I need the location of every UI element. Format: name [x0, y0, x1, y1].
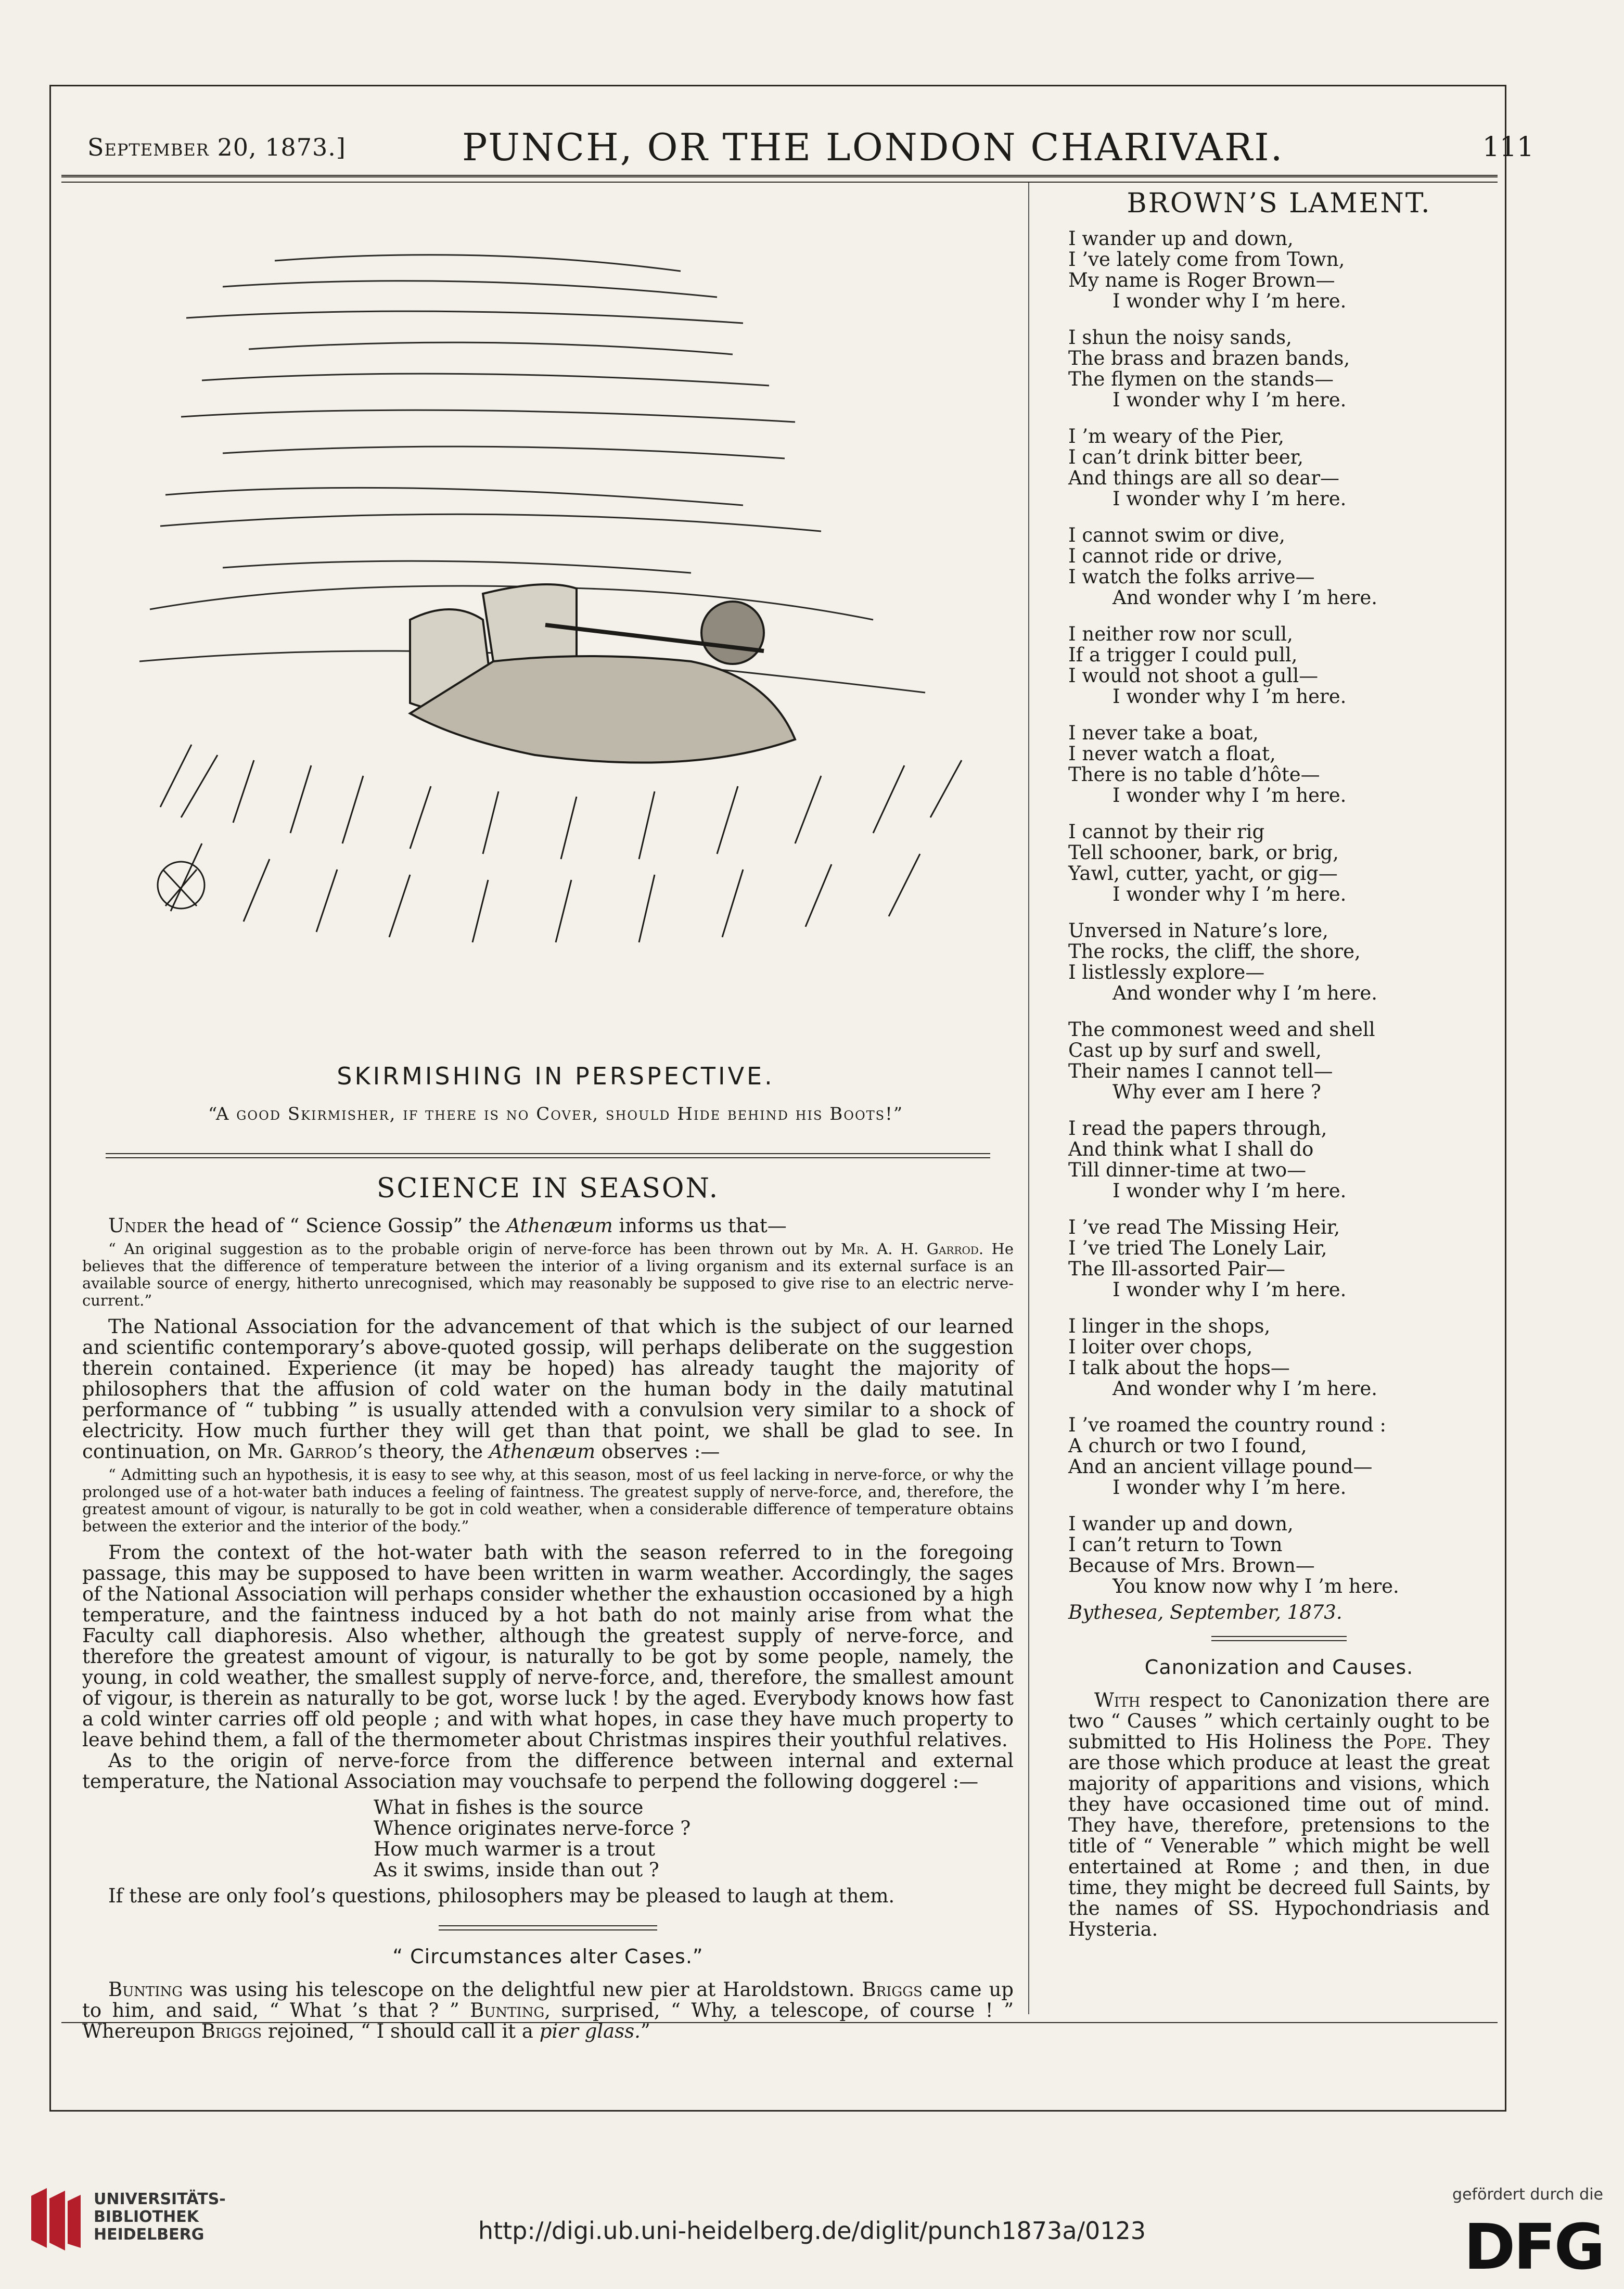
- section-rule: [106, 1157, 990, 1158]
- text: “ An original suggestion as to the probable origin of nerve-force has been thrown out by: [108, 1240, 841, 1258]
- verse-line: If a trigger I could pull,: [1068, 644, 1298, 666]
- verse-line: I neither row nor scull,: [1068, 623, 1293, 645]
- verse-line: The commonest weed and shell: [1068, 1018, 1375, 1041]
- circumstances-title: “ Circumstances alter Cases.”: [392, 1945, 704, 1968]
- verse-line: Their names I cannot tell—: [1068, 1060, 1333, 1082]
- text: theory, the: [372, 1440, 489, 1463]
- verse-line: What in fishes is the source: [374, 1796, 644, 1819]
- person-name: Mr. A. H. Garrod.: [840, 1240, 984, 1258]
- verse-line: Tell schooner, bark, or brig,: [1068, 841, 1339, 864]
- viewer-footer: [0, 2170, 1624, 2289]
- text: The National Association for the advancement of that which is the subject of our learned and scientific contemporary’s above-quoted gossip, will perhaps deliberate on the suggestion therein contained. Experience (it may be hoped) has already taught the majority of philosophers that the affusion of cold water on the human body in the daily matutinal performance of “ tubbing ” is usually attended with a convulsion very similar to a shock of electricity. How much further they will get than that point, we shall be glad to see. In continuation, on: [82, 1315, 1014, 1463]
- verse-refrain: And wonder why I ’m here.: [1112, 1377, 1378, 1400]
- verse-line: I can’t return to Town: [1068, 1533, 1283, 1556]
- verse-line: Whence originates nerve-force ?: [374, 1817, 691, 1839]
- library-name-line: BIBLIOTHEK: [94, 2208, 199, 2226]
- drop-word: Bunting: [108, 1978, 183, 2001]
- lament-signature: Bythesea, September, 1873.: [1068, 1601, 1342, 1623]
- issue-date: September 20, 1873.]: [87, 133, 346, 161]
- short-rule: [1211, 1640, 1347, 1641]
- column-rule: [1028, 183, 1029, 2014]
- circumstances-paragraph: [82, 1979, 1014, 2042]
- verse-line: I never watch a float,: [1068, 743, 1276, 765]
- verse-line: I linger in the shops,: [1068, 1315, 1271, 1337]
- verse-line: I shun the noisy sands,: [1068, 326, 1292, 349]
- verse-refrain: I wonder why I ’m here.: [1112, 883, 1347, 905]
- publication-title: PUNCH, OR THE LONDON CHARIVARI.: [462, 125, 1284, 169]
- science-paragraph-4: As to the origin of nerve-force from the difference between internal and external temperature, the National Association may vouchsafe to perpend the following doggerel :—: [82, 1749, 1014, 1793]
- stanza: [1068, 822, 1490, 905]
- text: observes :—: [595, 1440, 720, 1463]
- verse-line: The Ill-assorted Pair—: [1068, 1258, 1285, 1280]
- verse-refrain: You know now why I ’m here.: [1112, 1575, 1399, 1597]
- verse-refrain: I wonder why I ’m here.: [1112, 290, 1347, 312]
- italic-text: Athenæum: [506, 1214, 613, 1237]
- newspaper-page: [49, 85, 1534, 2112]
- stanza: [1068, 1514, 1490, 1597]
- verse-line: I ’m weary of the Pier,: [1068, 425, 1285, 447]
- person-name: Pope.: [1383, 1731, 1433, 1753]
- verse-line: The flymen on the stands—: [1068, 368, 1334, 390]
- verse-line: I never take a boat,: [1068, 722, 1259, 744]
- verse-line: And an ancient village pound—: [1068, 1455, 1373, 1478]
- text: the head of “ Science Gossip” the: [167, 1214, 507, 1237]
- verse-refrain: I wonder why I ’m here.: [1112, 488, 1347, 510]
- verse-line: I read the papers through,: [1068, 1117, 1327, 1140]
- text: They are those which produce at least the great majority of apparitions and visions, which they have occasioned time out of mind. They have, therefore, pretensions to the title of “ Venerable ” which might be well entertained at Rome ; and then, in due time, they might be decreed full Saints, by the names of SS. Hypochondriasis and Hysteria.: [1068, 1731, 1490, 1940]
- verse-line: I cannot ride or drive,: [1068, 545, 1283, 567]
- text: came up to him, and said, “ What ’s that ? ”: [82, 1978, 1014, 2022]
- person-name: Briggs: [862, 1978, 923, 2001]
- verse-refrain: I wonder why I ’m here.: [1112, 389, 1347, 411]
- lament-title: BROWN’S LAMENT.: [1127, 188, 1431, 219]
- verse-refrain: I wonder why I ’m here.: [1112, 685, 1347, 708]
- page-number: 111: [1482, 132, 1534, 163]
- verse-line: I ’ve lately come from Town,: [1068, 248, 1345, 271]
- verse-line: I can’t drink bitter beer,: [1068, 446, 1304, 468]
- bottom-rule: [61, 2022, 1498, 2023]
- stanza: [1068, 327, 1490, 411]
- stanza: [1068, 525, 1490, 608]
- page-header: [87, 110, 1534, 172]
- library-name-line: UNIVERSITÄTS-: [94, 2190, 226, 2208]
- verse-line: As it swims, inside than out ?: [374, 1859, 659, 1881]
- drop-word: With: [1094, 1689, 1141, 1711]
- short-rule: [439, 1929, 657, 1930]
- person-name: Mr. Garrod’s: [247, 1440, 373, 1463]
- verse-line: Till dinner-time at two—: [1068, 1159, 1307, 1181]
- verse-refrain: And wonder why I ’m here.: [1112, 586, 1378, 609]
- stanza: [1068, 1316, 1490, 1399]
- text: respect to Canonization there are two “ Causes ” which certainly ought to be submitted to His Holiness the: [1068, 1689, 1490, 1753]
- short-rule: [439, 1925, 657, 1926]
- permalink-url[interactable]: http://digi.ub.uni-heidelberg.de/diglit/punch1873a/0123: [478, 2217, 1146, 2245]
- verse-line: I cannot by their rig: [1068, 821, 1265, 843]
- verse-refrain: I wonder why I ’m here.: [1112, 1476, 1347, 1499]
- verse-line: I watch the folks arrive—: [1068, 566, 1315, 588]
- text: , surprised, “ Why, a telescope, of course ! ” Whereupon: [82, 1999, 1014, 2042]
- header-rule: [61, 175, 1498, 183]
- verse-line: And think what I shall do: [1068, 1138, 1314, 1160]
- left-column: [82, 1153, 1014, 2042]
- stanza: [1068, 1217, 1490, 1300]
- short-rule: [1211, 1636, 1347, 1637]
- doggerel-verse: [374, 1797, 1014, 1881]
- verse-line: There is no table d’hôte—: [1068, 763, 1320, 786]
- text: rejoined, “ I should call it a: [262, 2020, 540, 2042]
- verse-line: My name is Roger Brown—: [1068, 269, 1335, 291]
- text: He believes that the difference of temperature between the interior of a living organism and its external surface is an available source of energy, hitherto unrecognised, which may reasonably be supposed to give rise to an electric nerve-current.”: [82, 1240, 1014, 1309]
- stanza: [1068, 426, 1490, 509]
- cartoon-illustration: [119, 193, 993, 1000]
- stanza: [1068, 1415, 1490, 1498]
- stanza: [1068, 1019, 1490, 1103]
- verse-line: Unversed in Nature’s lore,: [1068, 919, 1328, 942]
- cartoon-title: SKIRMISHING IN PERSPECTIVE.: [337, 1062, 775, 1090]
- italic-text: pier glass.: [539, 2020, 641, 2042]
- verse-line: I ’ve read The Missing Heir,: [1068, 1216, 1340, 1238]
- verse-line: Yawl, cutter, yacht, or gig—: [1068, 862, 1338, 885]
- verse-line: I listlessly explore—: [1068, 961, 1265, 983]
- stanza: [1068, 624, 1490, 707]
- verse-line: How much warmer is a trout: [374, 1838, 655, 1860]
- person-name: Briggs: [201, 2020, 262, 2042]
- verse-line: I talk about the hops—: [1068, 1357, 1290, 1379]
- science-paragraph-3: From the context of the hot-water bath with the season referred to in the foregoing passage, this may be supposed to have been written in warm weather. Accordingly, the sages of the National Association will perhaps consider whether the exhaustion occasioned by a high temperature, and the faintness induced by a hot bath do not mainly arise from what the Faculty call diaphoresis. Also whether, although the greatest supply of nerve-force, and therefore the greatest amount of vigour, is naturally to be got by some people, namely, the young, in cold weather, the smallest supply of nerve-force, and, therefore, the smallest amount of vigour, is therein as naturally to be got, worse luck ! by the aged. Everybody knows how fast a cold winter carries off old people ; and with what hopes, in case they have much property to leave behind them, a fall of the thermometer about Christmas inspires their youthful relatives.: [82, 1541, 1014, 1751]
- science-paragraph-2: [82, 1316, 1014, 1462]
- verse-line: A church or two I found,: [1068, 1435, 1307, 1457]
- verse-line: I ’ve tried The Lonely Lair,: [1068, 1237, 1327, 1259]
- verse-refrain: And wonder why I ’m here.: [1112, 982, 1378, 1004]
- drop-word: Under: [108, 1214, 168, 1237]
- verse-line: The brass and brazen bands,: [1068, 347, 1350, 369]
- cartoon-caption: “A good Skirmisher, if there is no Cover, should Hide behind his Boots!”: [208, 1104, 904, 1124]
- dfg-logo: DFG: [1463, 2211, 1603, 2284]
- verse-line: I would not shoot a gull—: [1068, 664, 1319, 687]
- verse-line: I loiter over chops,: [1068, 1336, 1253, 1358]
- canonization-paragraph: [1068, 1690, 1490, 1940]
- text: was using his telescope on the delightful new pier at Haroldstown.: [182, 1978, 862, 2001]
- science-paragraph-1: [82, 1216, 1014, 1236]
- right-column: [1068, 183, 1490, 1940]
- verse-line: I wander up and down,: [1068, 227, 1294, 250]
- verse-line: I wander up and down,: [1068, 1513, 1294, 1535]
- science-title: SCIENCE IN SEASON.: [376, 1173, 720, 1204]
- verse-line: And things are all so dear—: [1068, 467, 1340, 489]
- library-name-line: HEIDELBERG: [94, 2226, 204, 2244]
- stanza: [1068, 228, 1490, 312]
- stanza: [1068, 723, 1490, 806]
- stanza: [1068, 920, 1490, 1004]
- verse-line: I ’ve roamed the country round :: [1068, 1414, 1386, 1436]
- science-quote-1: [82, 1241, 1014, 1309]
- verse-line: The rocks, the cliff, the shore,: [1068, 940, 1361, 963]
- science-quote-2: “ Admitting such an hypothesis, it is easy to see why, at this season, most of us feel lacking in nerve-force, or why the prolonged use of a hot-water bath induces a feeling of faintness. The greatest supply of nerve-force, and, therefore, the greatest amount of vigour, is naturally to be got in cold weather, when a considerable difference of temperature obtains between the exterior and the interior of the body.”: [82, 1466, 1014, 1535]
- funding-caption: gefördert durch die: [1452, 2185, 1603, 2204]
- verse-refrain: I wonder why I ’m here.: [1112, 1180, 1347, 1202]
- person-name: Bunting: [470, 1999, 545, 2022]
- verse-line: Cast up by surf and swell,: [1068, 1039, 1322, 1062]
- verse-line: I cannot swim or dive,: [1068, 524, 1285, 546]
- science-paragraph-5: If these are only fool’s questions, philosophers may be pleased to laugh at them.: [108, 1885, 895, 1907]
- verse-refrain: I wonder why I ’m here.: [1112, 784, 1347, 807]
- section-rule: [106, 1153, 990, 1154]
- text: informs us that—: [612, 1214, 787, 1237]
- verse-refrain: I wonder why I ’m here.: [1112, 1278, 1347, 1301]
- italic-text: Athenæum: [489, 1440, 596, 1463]
- stanza: [1068, 1118, 1490, 1201]
- verse-line: Because of Mrs. Brown—: [1068, 1554, 1315, 1577]
- canonization-title: Canonization and Causes.: [1144, 1656, 1414, 1679]
- verse-refrain: Why ever am I here ?: [1112, 1081, 1321, 1103]
- text: ”: [640, 2020, 650, 2042]
